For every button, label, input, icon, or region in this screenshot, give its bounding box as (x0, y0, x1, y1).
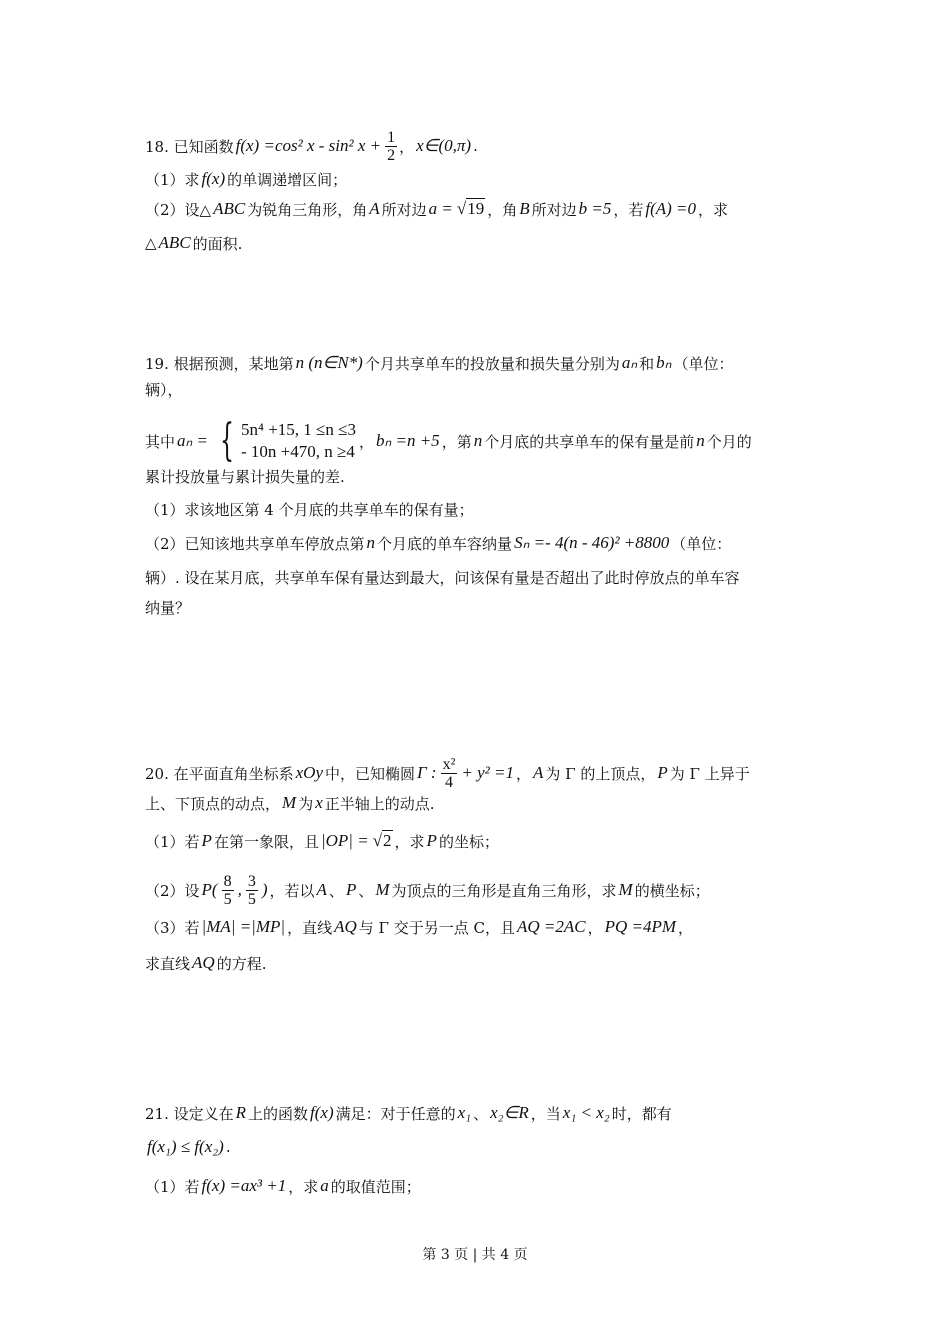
text-segment: ，求 (288, 1177, 319, 1196)
math-expression: xOy (295, 763, 323, 782)
math-expression: ) (261, 880, 268, 899)
piecewise-definition (213, 415, 356, 466)
text-segment: 、 (358, 881, 374, 900)
text-segment: 为顶点的三角形是直角三角形，求 (391, 881, 617, 900)
math-expression: n (696, 431, 705, 450)
math-expression: + y² =1 (461, 763, 514, 782)
text-segment: 个月共享单车的投放量和损失量分别为 (364, 354, 620, 373)
text-segment: . (473, 137, 478, 155)
radical-sign: √ (456, 199, 467, 218)
text-segment: 个月的 (706, 432, 752, 451)
text-segment: （1）求该地区第 4 个月底的共享单车的保有量； (145, 500, 474, 519)
text-segment: ， (516, 764, 532, 783)
question-19-line (145, 592, 190, 622)
question-20-line (145, 948, 266, 978)
question-18-line (145, 164, 347, 194)
math-expression: f(x) =cos² x - sin² x + (235, 136, 382, 155)
math-expression: |OP| = (320, 831, 369, 850)
text-segment: ，直线 (287, 918, 333, 937)
math-expression: P (426, 831, 437, 850)
text-segment: 辆）， (145, 380, 183, 399)
text-segment: 纳量？ (145, 598, 191, 617)
text-segment: 的取值范围； (330, 1177, 421, 1196)
text-segment: 与 Γ 交于另一点 C，且 (358, 918, 515, 937)
text-segment: 个月底的单车容纳量 (377, 534, 513, 553)
text-segment: 正半轴上的动点. (324, 794, 435, 813)
fraction-denominator: 2 (387, 146, 396, 164)
math-expression: bₙ =n +5 (375, 431, 440, 450)
math-expression: PQ =4PM (604, 917, 677, 936)
text-segment: 满足：对于任意的 (335, 1104, 456, 1123)
text-segment: ，若以 (269, 881, 315, 900)
text-segment: （2）设△ (145, 200, 212, 219)
text-segment: ，角 (487, 200, 518, 219)
question-20-line (145, 912, 693, 942)
text-segment: 在第一象限，且 (213, 832, 319, 851)
math-expression: x₁ < x₂ (562, 1103, 610, 1122)
text-segment: （单位： (671, 534, 732, 553)
radicand: 2 (383, 831, 392, 850)
fraction (441, 756, 458, 791)
math-expression: Sₙ =- 4(n - 46)² +8800 (514, 533, 670, 552)
math-expression: P (657, 763, 668, 782)
text-segment: 累计投放量与累计损失量的差. (145, 467, 345, 486)
text-segment: 20. 在平面直角坐标系 (145, 764, 294, 783)
text-segment: . (225, 1138, 231, 1156)
text-segment: ， (587, 918, 603, 937)
question-19-line (145, 416, 752, 466)
question-19-line (145, 562, 740, 592)
piecewise-rows (241, 419, 356, 463)
math-expression: n (366, 533, 376, 552)
math-expression: f(x) (201, 169, 226, 188)
text-segment: 和 (639, 354, 655, 373)
text-segment: ，求 (698, 200, 729, 219)
text-segment: （2）设 (145, 881, 200, 900)
question-21-line (145, 1171, 421, 1201)
square-root (457, 199, 485, 219)
text-segment: 、 (328, 881, 344, 900)
math-expression: |MA| =|MP| (201, 917, 286, 936)
math-expression: f(x) =ax³ +1 (201, 1176, 287, 1195)
math-expression: x (315, 793, 323, 812)
math-expression: a (320, 1176, 329, 1195)
text-segment: 、 (473, 1104, 489, 1123)
question-18-line (145, 228, 242, 258)
text-segment: ，第 (441, 432, 472, 451)
text-segment: 的坐标； (438, 832, 499, 851)
question-19-line (145, 374, 183, 404)
math-expression: P (201, 831, 212, 850)
text-segment: 上的函数 (248, 1104, 309, 1123)
text-segment: ， (678, 918, 694, 937)
question-21-line (145, 1098, 672, 1128)
text-segment: 中，已知椭圆 (325, 764, 416, 783)
fraction (246, 873, 258, 908)
math-expression: A (369, 199, 380, 218)
math-expression: M (375, 880, 390, 899)
text-segment: （1）求 (145, 170, 200, 189)
text-segment: ，当 (530, 1104, 561, 1123)
text-segment: 所对边 (531, 200, 577, 219)
text-segment: （2）已知该地共享单车停放点第 (145, 534, 365, 553)
fraction-numerator: 8 (223, 872, 232, 890)
math-expression: aₙ = (177, 431, 209, 450)
question-19-line (145, 494, 474, 524)
text-segment: （1）若 (145, 832, 200, 851)
math-expression: M (618, 880, 633, 899)
text-segment: 19. 根据预测，某地第 (145, 354, 294, 373)
text-segment: ，求 (394, 832, 425, 851)
text-segment: 辆）. 设在某月底，共享单车保有量达到最大，问该保有量是否超出了此时停放点的单车容 (145, 568, 740, 587)
question-18-line (145, 124, 478, 168)
square-root (373, 831, 393, 851)
brace-symbol: { (220, 415, 235, 466)
math-expression: A (533, 763, 544, 782)
math-expression: bₙ (656, 353, 672, 372)
text-segment: 其中 (145, 432, 176, 451)
math-expression: f(x₁) ≤ f(x₂) (147, 1137, 224, 1156)
piecewise-case: - 10n +470, n ≥4 (241, 442, 355, 461)
math-expression: n (473, 431, 483, 450)
math-expression: x∈(0,π) (416, 136, 472, 155)
text-segment: 的单调递增区间； (227, 170, 348, 189)
text-segment: ，若 (613, 200, 644, 219)
math-expression: f(x) (310, 1103, 334, 1122)
question-19-line (145, 528, 731, 558)
math-expression: x₁ (457, 1103, 472, 1122)
radicand: 19 (467, 199, 485, 218)
text-segment: 所对边 (381, 200, 427, 219)
question-20-line (145, 868, 710, 912)
text-segment: 个月底的共享单车的保有量是前 (484, 432, 695, 451)
text-segment: 时，都有 (611, 1104, 672, 1123)
math-expression: ABC (213, 199, 246, 218)
math-expression: AQ =2AC (516, 917, 586, 936)
math-expression: x₂∈R (490, 1103, 529, 1122)
fraction-denominator: 5 (223, 890, 232, 908)
math-expression: f(A) =0 (645, 199, 697, 218)
math-expression: b =5 (578, 199, 612, 218)
text-segment: 求直线 (145, 954, 191, 973)
math-expression: P( (201, 880, 218, 899)
question-20-line (145, 788, 435, 818)
piecewise-case: 5n⁴ +15, 1 ≤n ≤3 (241, 420, 356, 439)
fraction-denominator: 4 (445, 773, 453, 791)
text-segment: （1）若 (145, 1177, 200, 1196)
text-segment: 18. 已知函数 (145, 137, 234, 156)
math-expression: , (237, 880, 242, 899)
text-segment: 的面积. (192, 234, 243, 253)
question-19-line (145, 461, 345, 491)
math-expression: Γ : (417, 763, 437, 782)
fraction (222, 873, 234, 908)
text-segment: 为 (298, 794, 314, 813)
math-expression: P (345, 880, 357, 899)
text-segment: 21. 设定义在 (145, 1104, 234, 1123)
text-segment: ， (399, 137, 415, 156)
fraction-numerator: 1 (387, 128, 396, 146)
fraction-denominator: 5 (247, 890, 256, 908)
text-segment: △ (145, 234, 157, 252)
math-expression: ABC (158, 233, 191, 252)
radical-sign: √ (372, 831, 383, 850)
text-segment: 为 Γ 上异于 (669, 764, 750, 783)
math-expression: R (235, 1103, 247, 1122)
question-18-line (145, 194, 728, 224)
question-19-line (145, 348, 733, 378)
fraction-numerator: 3 (247, 872, 256, 890)
math-expression: B (519, 199, 530, 218)
text-segment: 为 Γ 的上顶点， (545, 764, 656, 783)
page-footer: 第 3 页 | 共 4 页 (422, 1247, 528, 1263)
question-21-line (145, 1132, 231, 1162)
math-expression: aₙ (621, 353, 638, 372)
math-expression: AQ (334, 917, 357, 936)
text-segment: 为锐角三角形，角 (247, 200, 368, 219)
fraction (385, 129, 397, 164)
text-segment: 的方程. (216, 954, 267, 973)
math-expression: M (282, 793, 297, 812)
text-segment: 的横坐标； (634, 881, 710, 900)
text-segment: 上、下顶点的动点， (145, 794, 281, 813)
math-expression: a = (428, 199, 453, 218)
text-segment: （3）若 (145, 918, 200, 937)
math-expression: AQ (192, 953, 215, 972)
math-expression: A (316, 880, 327, 899)
math-expression: n (n∈N*) (295, 353, 363, 372)
fraction-numerator: x² (442, 755, 456, 773)
question-20-line (145, 826, 499, 856)
text-segment: ， (358, 432, 374, 451)
text-segment: （单位： (673, 354, 734, 373)
